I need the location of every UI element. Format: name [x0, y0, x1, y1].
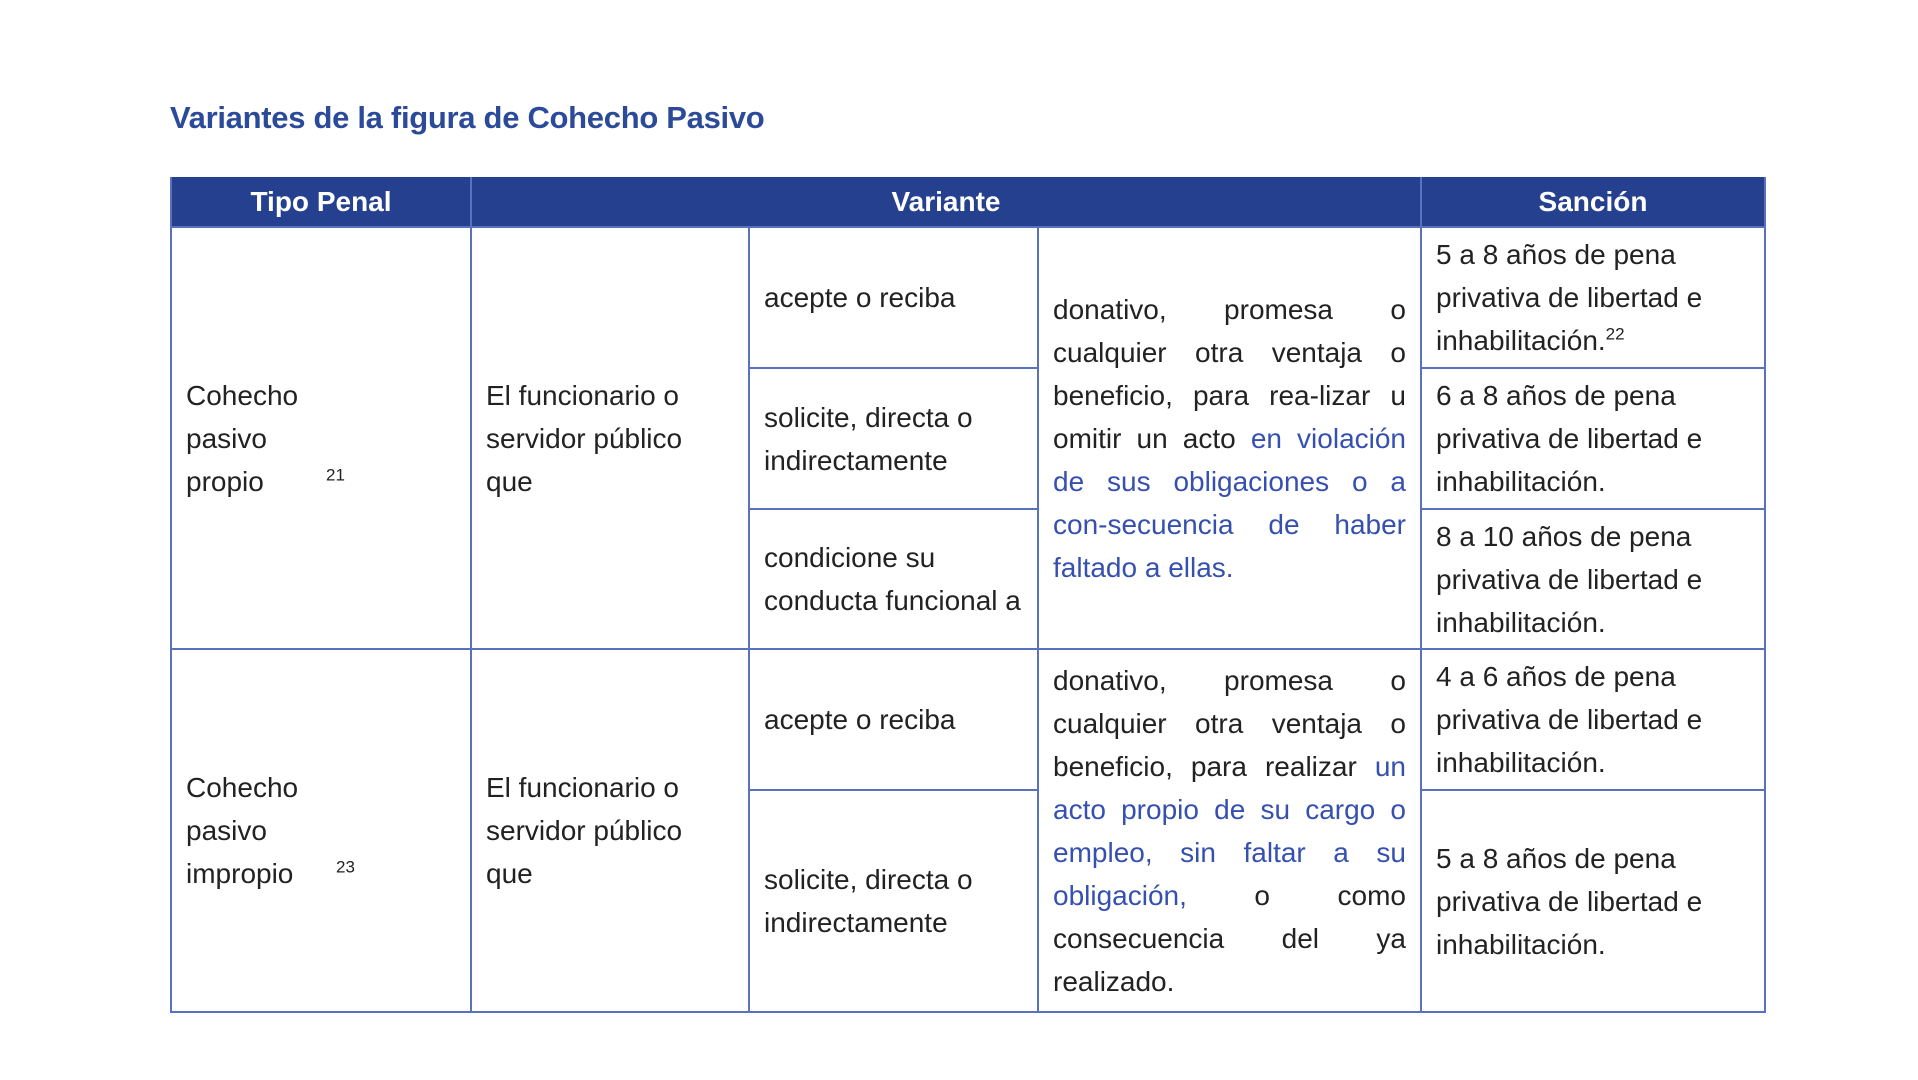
sancion-cell: 4 a 6 años de pena privativa de libertad e inhabilitación.	[1421, 649, 1765, 790]
objeto-text: donativo, promesa o cualquier otra ventaja o beneficio, para rea-lizar u omitir un acto	[1053, 293, 1406, 454]
sujeto-cell: El funcionario o servidor público que	[471, 227, 749, 649]
sujeto-cell: El funcionario o servidor público que	[471, 649, 749, 1012]
footnote-ref: 21	[326, 465, 345, 485]
accion-cell: condicione su conducta funcional a	[749, 509, 1038, 649]
sancion-text: 5 a 8 años de pena privativa de libertad e inhabilitación.	[1436, 239, 1703, 356]
header-row	[171, 177, 1765, 227]
footnote-ref: 23	[336, 857, 355, 877]
sancion-cell: 6 a 8 años de pena privativa de libertad e inhabilitación.	[1421, 368, 1765, 509]
sancion-cell	[1421, 227, 1765, 368]
objeto-text: donativo, promesa o cualquier otra ventaja o beneficio, para realizar	[1053, 664, 1406, 782]
sancion-cell: 5 a 8 años de pena privativa de libertad e inhabilitación.	[1421, 790, 1765, 1012]
tipo-penal-cell	[171, 227, 471, 649]
objeto-tail: o como consecuencia del ya realizado.	[1053, 879, 1406, 997]
tipo-penal-cell	[171, 649, 471, 1012]
tipo-penal-text: Cohecho pasivo impropio	[186, 772, 299, 889]
header-tipo-penal: Tipo Penal	[171, 177, 471, 227]
objeto-highlight: en violación de sus obligaciones o a con-secuencia de haber faltado a ellas.	[1053, 422, 1407, 583]
tipo-penal-text: Cohecho pasivo propio	[186, 379, 299, 497]
objeto-cell	[1038, 227, 1421, 649]
table-row	[171, 227, 1765, 368]
accion-cell: acepte o reciba	[749, 227, 1038, 368]
objeto-cell	[1038, 649, 1421, 1012]
accion-cell: solicite, directa o indirectamente	[749, 368, 1038, 509]
accion-cell: acepte o reciba	[749, 649, 1038, 790]
accion-cell: solicite, directa o indirectamente	[749, 790, 1038, 1012]
table-title: Variantes de la figura de Cohecho Pasivo	[170, 100, 765, 135]
footnote-ref: 22	[1605, 324, 1625, 344]
objeto-highlight: un acto propio de su cargo o empleo, sin faltar a su obligación,	[1053, 750, 1406, 911]
cohecho-pasivo-table	[170, 177, 1766, 1013]
sancion-cell: 8 a 10 años de pena privativa de libertad e inhabilitación.	[1421, 509, 1765, 649]
table-row	[171, 649, 1765, 790]
header-sancion: Sanción	[1421, 177, 1765, 227]
header-variante: Variante	[471, 177, 1421, 227]
